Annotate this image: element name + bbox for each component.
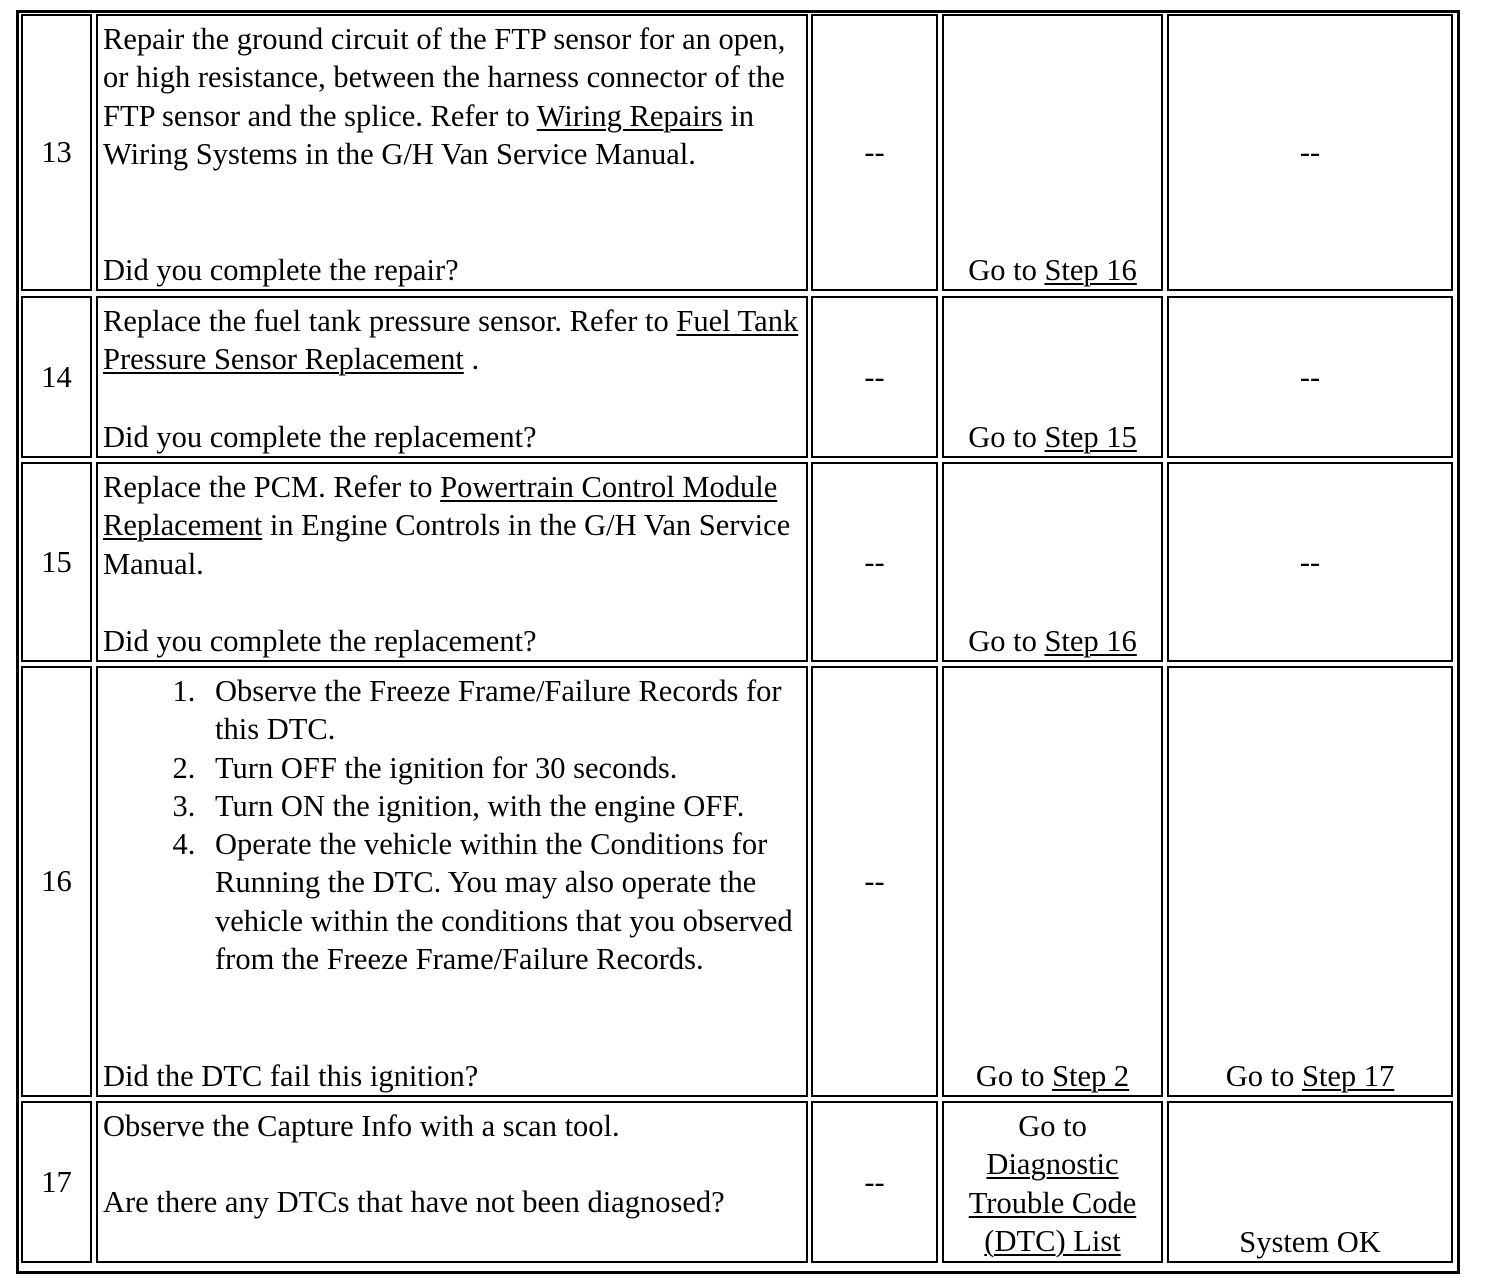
values-cell: -- — [811, 14, 938, 291]
list-item: 2. Turn OFF the ignition for 30 seconds. — [203, 749, 802, 787]
values-cell: -- — [811, 462, 938, 662]
yes-cell: Go to Step 15 — [942, 296, 1163, 458]
values-cell: -- — [811, 1101, 938, 1263]
step-number: 15 — [21, 462, 92, 662]
action-cell — [96, 666, 808, 1097]
go-to-text: Go to — [1018, 1109, 1087, 1143]
step-16-link[interactable]: Step 16 — [1044, 252, 1137, 287]
action-cell — [96, 296, 808, 458]
no-cell — [1167, 1101, 1453, 1263]
values-cell: -- — [811, 296, 938, 458]
system-ok-text: System OK — [1239, 1224, 1381, 1259]
question-text: Did the DTC fail this ignition? — [103, 1058, 479, 1093]
no-cell: Go to Step 17 — [1167, 666, 1453, 1097]
fuel-tank-pressure-sensor-replacement-link[interactable]: Fuel Tank Pressure Sensor Replacement — [103, 304, 799, 377]
yes-cell: Go to Step 16 — [942, 14, 1163, 291]
dtc-list-link[interactable]: Diagnostic Trouble Code (DTC) List — [968, 1147, 1137, 1258]
action-text: Replace the PCM. Refer to Powertrain Control Module Replacement in Engine Controls in the G/H Van Service Manual. — [103, 470, 791, 581]
yes-cell: Go to Step 16 — [942, 462, 1163, 662]
step-number: 17 — [21, 1101, 92, 1263]
step-15-link[interactable]: Step 15 — [1044, 419, 1137, 454]
list-item: 3. Turn ON the ignition, with the engine OFF. — [203, 787, 802, 825]
step-2-link[interactable]: Step 2 — [1052, 1058, 1130, 1093]
action-cell — [96, 14, 808, 291]
wiring-repairs-link[interactable]: Wiring Repairs — [536, 98, 723, 133]
step-number: 13 — [21, 14, 92, 291]
action-text: Repair the ground circuit of the FTP sensor for an open, or high resistance, between the harness connector of the FTP sensor and the splice. Refer to Wiring Repairs in Wiring Systems in the G/H Van Service Manual. — [103, 22, 786, 171]
yes-cell — [942, 1101, 1163, 1263]
no-cell: -- — [1167, 14, 1453, 291]
list-item: 1. Observe the Freeze Frame/Failure Records for this DTC. — [203, 672, 802, 749]
action-cell — [96, 1101, 808, 1263]
no-cell: -- — [1167, 296, 1453, 458]
step-list — [103, 672, 802, 978]
action-text: Replace the fuel tank pressure sensor. Refer to Fuel Tank Pressure Sensor Replacement . — [103, 304, 799, 377]
question-text: Are there any DTCs that have not been diagnosed? — [103, 1185, 725, 1220]
no-cell: -- — [1167, 462, 1453, 662]
question-text: Did you complete the replacement? — [103, 623, 537, 658]
values-cell: -- — [811, 666, 938, 1097]
list-item: 4. Operate the vehicle within the Conditions for Running the DTC. You may also operate the vehicle within the conditions that you observed from the Freeze Frame/Failure Records. — [203, 825, 802, 978]
question-text: Did you complete the repair? — [103, 252, 459, 287]
action-text: Observe the Capture Info with a scan tool. — [103, 1109, 620, 1143]
step-number: 16 — [21, 666, 92, 1097]
step-16-link[interactable]: Step 16 — [1044, 623, 1137, 658]
powertrain-control-module-replacement-link[interactable]: Powertrain Control Module Replacement — [103, 470, 778, 543]
step-number: 14 — [21, 296, 92, 458]
yes-cell: Go to Step 2 — [942, 666, 1163, 1097]
action-cell — [96, 462, 808, 662]
step-17-link[interactable]: Step 17 — [1301, 1058, 1395, 1093]
question-text: Did you complete the replacement? — [103, 419, 537, 454]
